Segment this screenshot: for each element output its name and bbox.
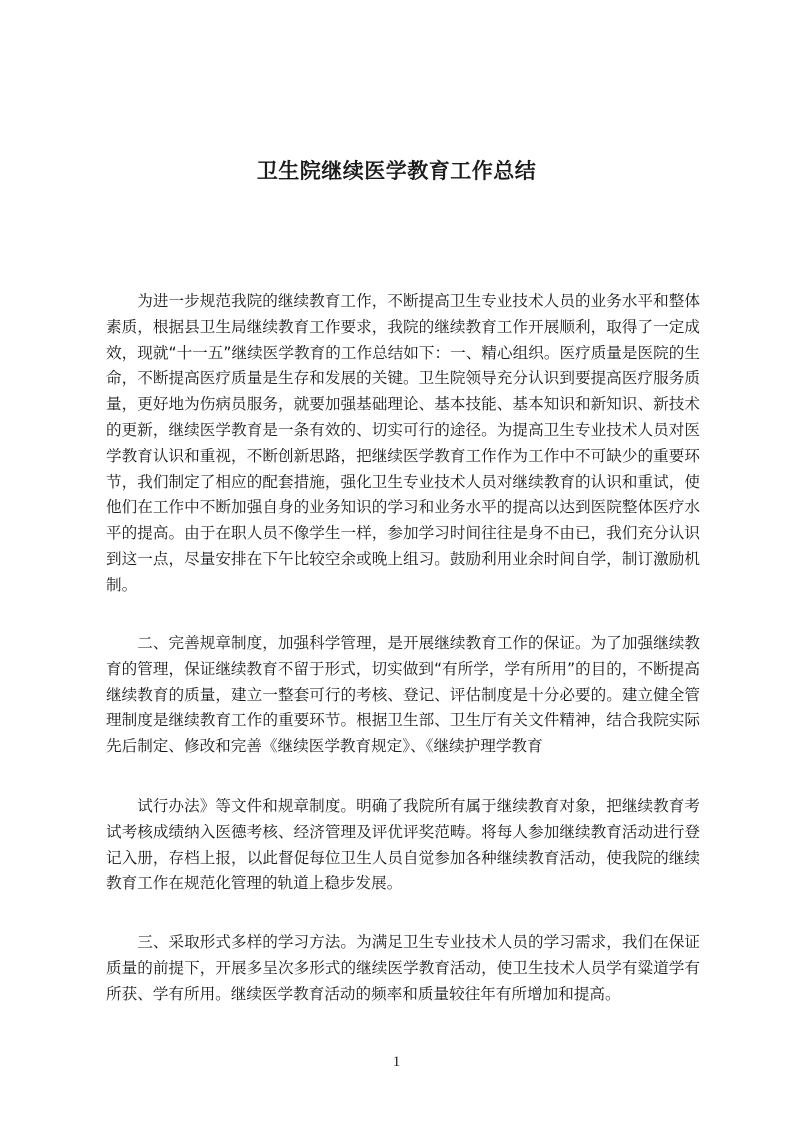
document-title: 卫生院继续医学教育工作总结: [256, 159, 537, 184]
paragraph-intro: 为进一步规范我院的继续教育工作，不断提高卫生专业技术人员的业务水平和整体素质，根据县卫生局继续教育工作要求，我院的继续教育工作开展顺利，取得了一定成效，现就“十一五”继续医学教育的工作总结如下：一、精心组织。医疗质量是医院的生命，不断提高医疗质量是生存和发展的关键。卫生院领导充分认识到要提高医疗服务质量，更好地为伤病员服务，就要加强基础理论、基本技能、基本知识和新知识、新技术的更新，继续医学教育是一条有效的、切实可行的途径。为提高卫生专业技术人员对医学教育认识和重视，不断创新思路，把继续医学教育工作作为工作中不可缺少的重要环节，我们制定了相应的配套措施，强化卫生专业技术人员对继续教育的认识和重试，使他们在工作中不断加强自身的业务知识的学习和业务水平的提高以达到医院整体医疗水平的提高。由于在职人员不像学生一样，参加学习时间往往是身不由已，我们充分认识到这一点，尽量安排在下午比较空余或晚上组习。鼓励利用业余时间自学，制订激励机制。: [106, 292, 700, 594]
paragraph-section-two: 二、完善规章制度，加强科学管理，是开展继续教育工作的保证。为了加强继续教育的管理，保证继续教育不留于形式，切实做到“有所学，学有所用”的目的，不断提高继续教育的质量，建立一整套可行的考核、登记、评估制度是十分必要的。建立健全管理制度是继续教育工作的重要环节。根据卫生部、卫生厅有关文件精神，结合我院实际先后制定、修改和完善《继续医学教育规定》、《继续护理学教育: [106, 634, 700, 756]
paragraph-section-three: 三、采取形式多样的学习方法。为满足卫生专业技术人员的学习需求，我们在保证质量的前提下，开展多呈次多形式的继续医学教育活动，使卫生技术人员学有粱道学有所获、学有所用。继续医学教育活动的频率和质量较往年有所增加和提高。: [106, 933, 700, 1003]
page-number: 1: [392, 1054, 401, 1070]
paragraph-section-two-continued: 试行办法》等文件和规章制度。明确了我院所有属于继续教育对象，把继续教育考试考核成绩纳入医德考核、经济管理及评优评奖范畴。将每人参加继续教育活动进行登记入册，存档上报，以此督促每位卫生人员自觉参加各种继续教育活动，使我院的继续教育工作在规范化管理的轨道上稳步发展。: [106, 797, 700, 893]
